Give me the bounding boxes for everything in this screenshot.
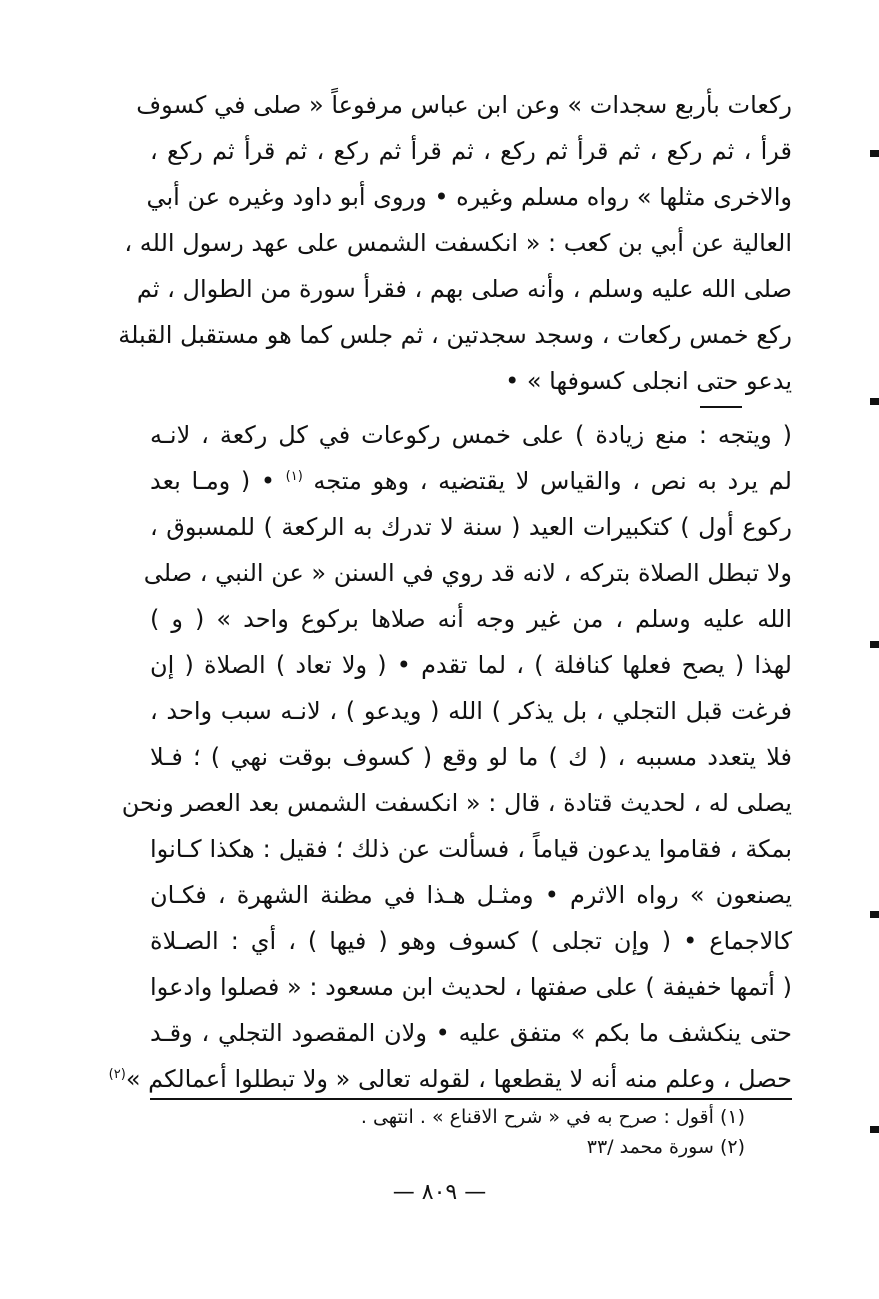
margin-mark [870, 150, 879, 157]
paragraph-marker-rule [700, 406, 742, 408]
text-line: فرغت قبل التجلي ، بل يذكر ) الله ( ويدعو ) ، لانـه سبب واحد ، [150, 697, 792, 725]
footnote-marker-2: (٢) [108, 1067, 126, 1082]
page-number: — ٨٠٩ — [392, 1180, 487, 1205]
text-line: ركوع أول ) كتكبيرات العيد ( سنة لا تدرك به الركعة ) للمسبوق ، [150, 513, 792, 541]
text-line: العالية عن أبي بن كعب : « انكسفت الشمس على عهد رسول الله ، [124, 229, 792, 257]
text-line: يصنعون » رواه الاثرم • ومثـل هـذا في مظنة الشهرة ، فكـان [150, 881, 792, 909]
text-line: حتى ينكشف ما بكم » متفق عليه • ولان المقصود التجلي ، وقـد [150, 1019, 792, 1047]
text-line: كالاجماع • ( وإن تجلى ) كسوف وهو ( فيها ) ، أي : الصـلاة [150, 927, 792, 955]
text-line: ولا تبطل الصلاة بتركه ، لانه قد روي في السنن « عن النبي ، صلى [143, 559, 792, 587]
text-line: ركع خمس ركعات ، وسجد سجدتين ، ثم جلس كما هو مستقبل القبلة [118, 321, 792, 349]
text-segment: لم يرد به نص ، والقياس لا يقتضيه ، وهو متجه [313, 467, 792, 495]
footnotes [150, 1102, 745, 1162]
margin-mark [870, 641, 879, 648]
margin-mark [870, 398, 879, 405]
text-line: فلا يتعدد مسببه ، ( ك ) ما لو وقع ( كسوف بوقت نهي ) ؛ فـلا [150, 743, 792, 771]
text-line: ركعات بأربع سجدات » وعن ابن عباس مرفوعاً « صلى في كسوف [136, 91, 792, 119]
margin-mark [870, 911, 879, 918]
text-segment: حصل ، وعلم منه أنه لا يقطعها ، لقوله تعالى « ولا تبطلوا أعمالكم » [125, 1065, 792, 1093]
footnote-1: (١) أقول : صرح به في « شرح الاقناع » . انتهى . [360, 1106, 745, 1128]
text-line-with-footnote-2 [108, 1056, 792, 1102]
text-line: يصلى له ، لحديث قتادة ، قال : « انكسفت الشمس بعد العصر ونحن [121, 789, 792, 817]
text-line: الله عليه وسلم ، من غير وجه أنه صلاها بركوع واحد » ( و ) [150, 605, 792, 633]
footnote-divider [150, 1098, 792, 1100]
main-text [108, 82, 792, 1102]
text-line: لهذا ( يصح فعلها كنافلة ) ، لما تقدم • ( ولا تعاد ) الصلاة ( إن [150, 651, 792, 679]
footnote-marker-1: (١) [285, 469, 303, 484]
text-line: والاخرى مثلها » رواه مسلم وغيره • وروى أبو داود وغيره عن أبي [146, 183, 792, 211]
text-line: يدعو حتى انجلى كسوفها » • [505, 367, 792, 395]
footnote-2: (٢) سورة محمد /٣٣ [586, 1136, 745, 1158]
text-line: قرأ ، ثم ركع ، ثم قرأ ثم ركع ، ثم قرأ ثم ركع ، ثم قرأ ثم ركع ، [150, 137, 792, 165]
margin-mark [870, 1126, 879, 1133]
paragraph-separator [150, 404, 792, 412]
text-segment: • ( ومـا بعد [150, 467, 286, 495]
text-line: بمكة ، فقاموا يدعون قياماً ، فسألت عن ذلك ؛ فقيل : هكذا كـانوا [150, 835, 792, 863]
text-line: صلى الله عليه وسلم ، وأنه صلى بهم ، فقرأ سورة من الطوال ، ثم [136, 275, 792, 303]
text-line: ( ويتجه : منع زيادة ) على خمس ركوعات في كل ركعة ، لانـه [150, 421, 792, 449]
text-line-with-footnote-1 [150, 458, 792, 504]
text-line: ( أتمها خفيفة ) على صفتها ، لحديث ابن مسعود : « فصلوا وادعوا [150, 973, 792, 1001]
